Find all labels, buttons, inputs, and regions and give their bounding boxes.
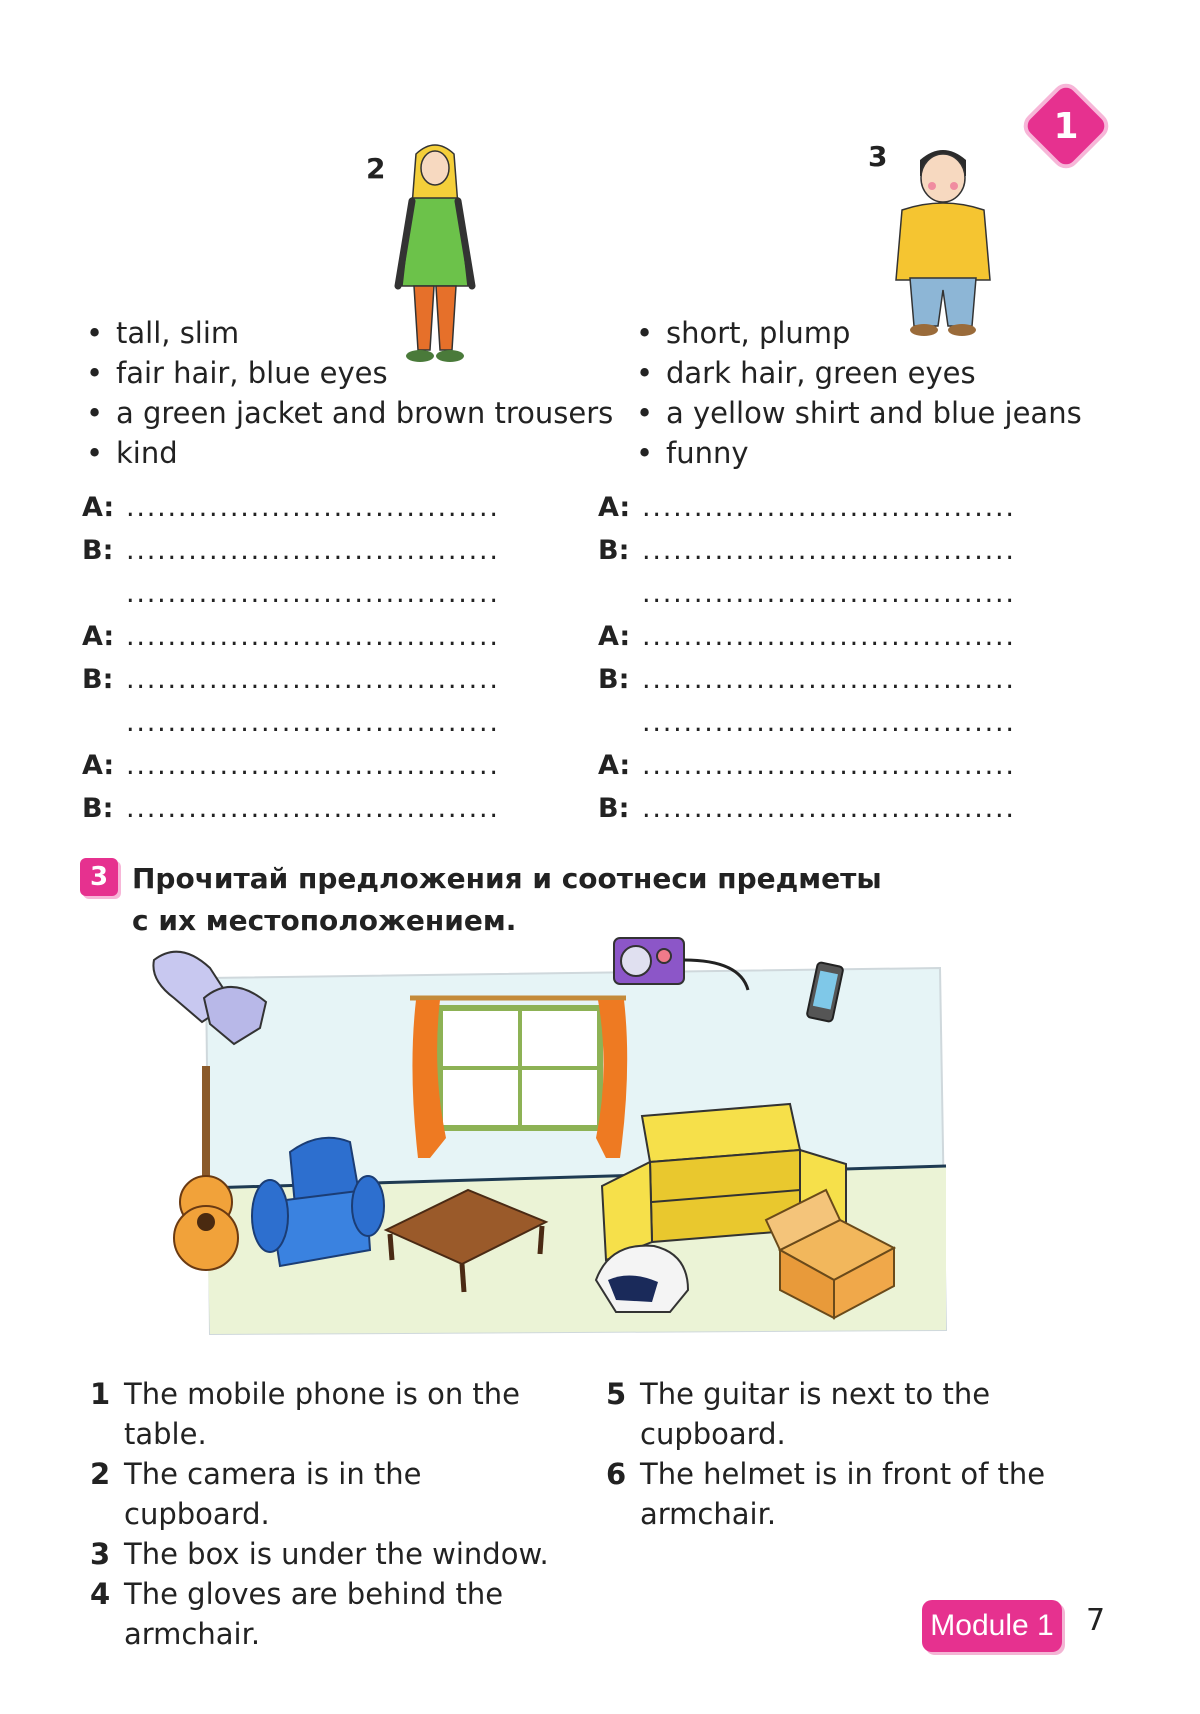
sentences-right xyxy=(606,1374,1076,1534)
answer-blank[interactable]: .................................... xyxy=(642,535,1016,566)
speaker-b: B: xyxy=(598,793,630,824)
sentence-item: 5 The guitar is next to the cupboard. xyxy=(606,1377,991,1451)
person-2-traits xyxy=(84,313,613,473)
speaker-a: A: xyxy=(82,750,115,781)
speaker-b: B: xyxy=(598,535,630,566)
task-instructions-line: Прочитай предложения и соотнеси предметы xyxy=(132,862,882,895)
trait-item: • a green jacket and brown trousers xyxy=(84,393,613,433)
person-3-traits xyxy=(634,313,1082,473)
sentence-item: 4 The gloves are behind the armchair. xyxy=(90,1577,504,1651)
answer-blank[interactable]: .................................... xyxy=(126,750,500,781)
answer-blank[interactable]: .................................... xyxy=(126,707,500,738)
person-3-illustration xyxy=(888,140,998,340)
answer-blank[interactable]: .................................... xyxy=(642,578,1016,609)
trait-item: • short, plump xyxy=(634,313,1082,353)
answer-blank[interactable]: .................................... xyxy=(126,664,500,695)
unit-badge xyxy=(1012,72,1120,180)
trait-item: • tall, slim xyxy=(84,313,613,353)
speaker-a: A: xyxy=(598,492,631,523)
sentence-item: 6 The helmet is in front of the armchair. xyxy=(606,1457,1046,1531)
trait-item: • fair hair, blue eyes xyxy=(84,353,613,393)
trait-item: • funny xyxy=(634,433,1082,473)
speaker-b: B: xyxy=(82,664,114,695)
answer-blank[interactable]: .................................... xyxy=(126,578,500,609)
speaker-a: A: xyxy=(598,750,631,781)
unit-badge-number: 1 xyxy=(1053,106,1079,147)
answer-blank[interactable]: .................................... xyxy=(642,664,1016,695)
answer-blank[interactable]: .................................... xyxy=(642,492,1016,523)
sentence-item: 2 The camera is in the cupboard. xyxy=(90,1457,422,1531)
page-number: 7 xyxy=(1086,1603,1106,1638)
task-instructions-line: с их местоположением. xyxy=(132,904,517,937)
room-illustration xyxy=(140,920,980,1360)
module-badge: Module 1 xyxy=(922,1600,1062,1652)
person-2-number: 2 xyxy=(366,152,386,185)
sentences-left xyxy=(90,1374,560,1654)
answer-blank[interactable]: .................................... xyxy=(126,621,500,652)
answer-blank[interactable]: .................................... xyxy=(642,621,1016,652)
person-3-number: 3 xyxy=(868,140,888,173)
answer-blank[interactable]: .................................... xyxy=(642,707,1016,738)
speaker-b: B: xyxy=(82,793,114,824)
answer-blank[interactable]: .................................... xyxy=(126,793,500,824)
trait-item: • kind xyxy=(84,433,613,473)
answer-blank[interactable]: .................................... xyxy=(126,535,500,566)
task-number-badge: 3 xyxy=(80,858,118,896)
answer-blank[interactable]: .................................... xyxy=(126,492,500,523)
speaker-b: B: xyxy=(82,535,114,566)
trait-item: • dark hair, green eyes xyxy=(634,353,1082,393)
dialogue-left xyxy=(82,486,536,830)
answer-blank[interactable]: .................................... xyxy=(642,793,1016,824)
answer-blank[interactable]: .................................... xyxy=(642,750,1016,781)
trait-item: • a yellow shirt and blue jeans xyxy=(634,393,1082,433)
sentence-item: 3 The box is under the window. xyxy=(90,1537,549,1571)
speaker-b: B: xyxy=(598,664,630,695)
sentence-item: 1 The mobile phone is on the table. xyxy=(90,1377,521,1451)
dialogue-right xyxy=(598,486,1052,830)
speaker-a: A: xyxy=(82,621,115,652)
speaker-a: A: xyxy=(82,492,115,523)
speaker-a: A: xyxy=(598,621,631,652)
